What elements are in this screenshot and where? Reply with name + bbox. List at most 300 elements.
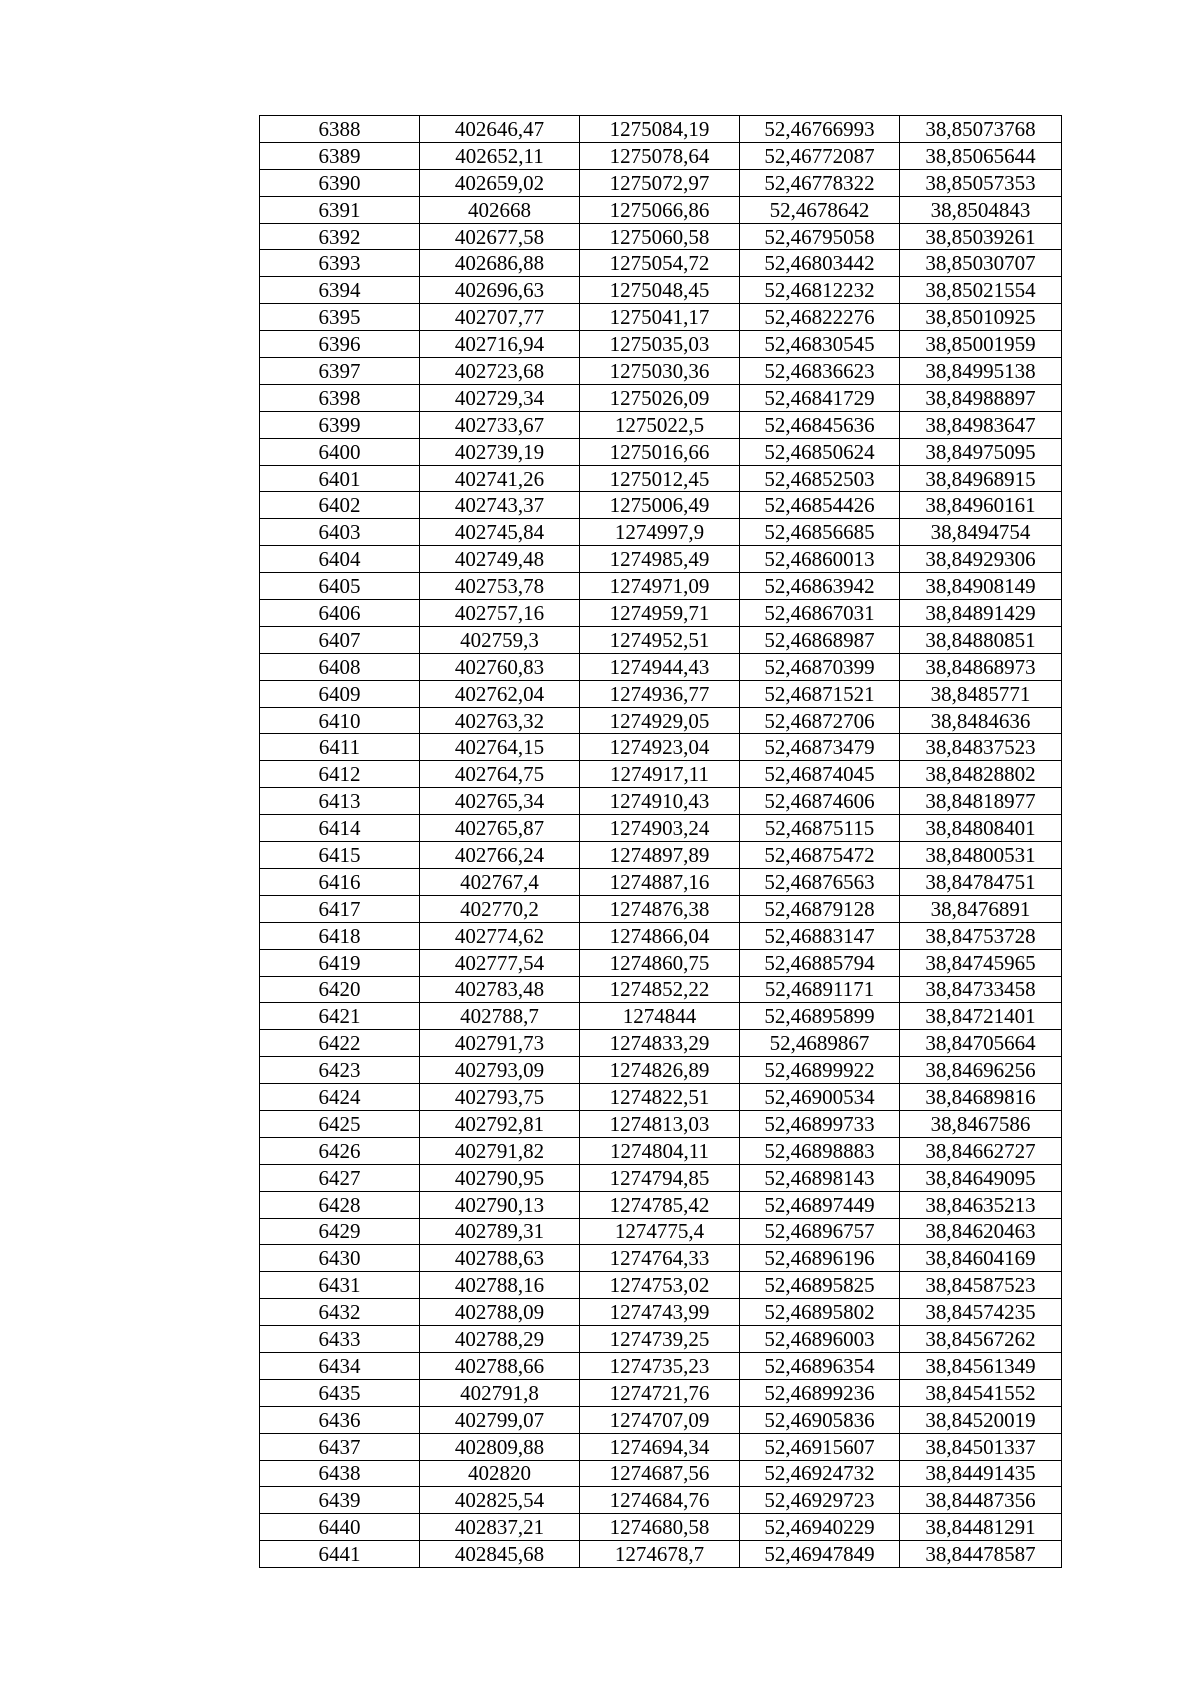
latitude-cell: 52,46895825 — [740, 1272, 900, 1299]
longitude-cell: 38,84491435 — [900, 1460, 1062, 1487]
latitude-cell: 52,46915607 — [740, 1433, 900, 1460]
longitude-cell: 38,84696256 — [900, 1057, 1062, 1084]
table-row — [260, 868, 1062, 895]
table-row — [260, 949, 1062, 976]
latitude-cell: 52,46873479 — [740, 734, 900, 761]
y-coordinate-cell: 1275066,86 — [580, 196, 740, 223]
y-coordinate-cell: 1274822,51 — [580, 1084, 740, 1111]
longitude-cell: 38,84620463 — [900, 1218, 1062, 1245]
latitude-cell: 52,46891171 — [740, 976, 900, 1003]
point-number-cell: 6392 — [260, 223, 420, 250]
latitude-cell: 52,46900534 — [740, 1084, 900, 1111]
latitude-cell: 52,46874606 — [740, 788, 900, 815]
latitude-cell: 52,46852503 — [740, 465, 900, 492]
y-coordinate-cell: 1274804,11 — [580, 1137, 740, 1164]
x-coordinate-cell: 402745,84 — [420, 519, 580, 546]
x-coordinate-cell: 402793,09 — [420, 1057, 580, 1084]
table-row — [260, 734, 1062, 761]
table-row — [260, 1218, 1062, 1245]
longitude-cell: 38,84968915 — [900, 465, 1062, 492]
latitude-cell: 52,46875115 — [740, 815, 900, 842]
longitude-cell: 38,84721401 — [900, 1003, 1062, 1030]
longitude-cell: 38,8467586 — [900, 1110, 1062, 1137]
longitude-cell: 38,85001959 — [900, 331, 1062, 358]
point-number-cell: 6406 — [260, 600, 420, 627]
y-coordinate-cell: 1275035,03 — [580, 331, 740, 358]
point-number-cell: 6434 — [260, 1352, 420, 1379]
y-coordinate-cell: 1275084,19 — [580, 116, 740, 143]
table-row — [260, 680, 1062, 707]
table-row — [260, 1326, 1062, 1353]
x-coordinate-cell: 402759,3 — [420, 626, 580, 653]
y-coordinate-cell: 1274917,11 — [580, 761, 740, 788]
point-number-cell: 6419 — [260, 949, 420, 976]
point-number-cell: 6408 — [260, 653, 420, 680]
x-coordinate-cell: 402760,83 — [420, 653, 580, 680]
point-number-cell: 6397 — [260, 358, 420, 385]
longitude-cell: 38,84975095 — [900, 438, 1062, 465]
x-coordinate-cell: 402791,82 — [420, 1137, 580, 1164]
y-coordinate-cell: 1274684,76 — [580, 1487, 740, 1514]
y-coordinate-cell: 1274743,99 — [580, 1299, 740, 1326]
x-coordinate-cell: 402792,81 — [420, 1110, 580, 1137]
table-row — [260, 304, 1062, 331]
longitude-cell: 38,84929306 — [900, 546, 1062, 573]
x-coordinate-cell: 402716,94 — [420, 331, 580, 358]
table-row — [260, 384, 1062, 411]
point-number-cell: 6439 — [260, 1487, 420, 1514]
y-coordinate-cell: 1274833,29 — [580, 1030, 740, 1057]
table-row — [260, 1299, 1062, 1326]
table-row — [260, 815, 1062, 842]
table-row — [260, 1164, 1062, 1191]
point-number-cell: 6410 — [260, 707, 420, 734]
latitude-cell: 52,46899236 — [740, 1379, 900, 1406]
longitude-cell: 38,84983647 — [900, 411, 1062, 438]
y-coordinate-cell: 1274910,43 — [580, 788, 740, 815]
longitude-cell: 38,85057353 — [900, 169, 1062, 196]
table-row — [260, 142, 1062, 169]
table-row — [260, 600, 1062, 627]
y-coordinate-cell: 1274813,03 — [580, 1110, 740, 1137]
longitude-cell: 38,85010925 — [900, 304, 1062, 331]
x-coordinate-cell: 402767,4 — [420, 868, 580, 895]
table-row — [260, 1487, 1062, 1514]
latitude-cell: 52,4689867 — [740, 1030, 900, 1057]
longitude-cell: 38,85030707 — [900, 250, 1062, 277]
x-coordinate-cell: 402825,54 — [420, 1487, 580, 1514]
point-number-cell: 6411 — [260, 734, 420, 761]
table-row — [260, 653, 1062, 680]
point-number-cell: 6435 — [260, 1379, 420, 1406]
x-coordinate-cell: 402788,66 — [420, 1352, 580, 1379]
table-row — [260, 1379, 1062, 1406]
table-row — [260, 250, 1062, 277]
point-number-cell: 6391 — [260, 196, 420, 223]
x-coordinate-cell: 402777,54 — [420, 949, 580, 976]
x-coordinate-cell: 402741,26 — [420, 465, 580, 492]
y-coordinate-cell: 1274959,71 — [580, 600, 740, 627]
latitude-cell: 52,46836623 — [740, 358, 900, 385]
x-coordinate-cell: 402791,8 — [420, 1379, 580, 1406]
longitude-cell: 38,84837523 — [900, 734, 1062, 761]
y-coordinate-cell: 1275016,66 — [580, 438, 740, 465]
x-coordinate-cell: 402788,63 — [420, 1245, 580, 1272]
y-coordinate-cell: 1275078,64 — [580, 142, 740, 169]
longitude-cell: 38,84487356 — [900, 1487, 1062, 1514]
latitude-cell: 52,46883147 — [740, 922, 900, 949]
point-number-cell: 6388 — [260, 116, 420, 143]
table-row — [260, 1352, 1062, 1379]
latitude-cell: 52,46896354 — [740, 1352, 900, 1379]
y-coordinate-cell: 1275006,49 — [580, 492, 740, 519]
point-number-cell: 6417 — [260, 895, 420, 922]
x-coordinate-cell: 402774,62 — [420, 922, 580, 949]
y-coordinate-cell: 1274952,51 — [580, 626, 740, 653]
x-coordinate-cell: 402809,88 — [420, 1433, 580, 1460]
longitude-cell: 38,8485771 — [900, 680, 1062, 707]
y-coordinate-cell: 1274876,38 — [580, 895, 740, 922]
latitude-cell: 52,46872706 — [740, 707, 900, 734]
point-number-cell: 6403 — [260, 519, 420, 546]
x-coordinate-cell: 402739,19 — [420, 438, 580, 465]
x-coordinate-cell: 402696,63 — [420, 277, 580, 304]
y-coordinate-cell: 1274764,33 — [580, 1245, 740, 1272]
latitude-cell: 52,46929723 — [740, 1487, 900, 1514]
longitude-cell: 38,84733458 — [900, 976, 1062, 1003]
point-number-cell: 6432 — [260, 1299, 420, 1326]
point-number-cell: 6393 — [260, 250, 420, 277]
latitude-cell: 52,46876563 — [740, 868, 900, 895]
point-number-cell: 6436 — [260, 1406, 420, 1433]
point-number-cell: 6395 — [260, 304, 420, 331]
table-row — [260, 1137, 1062, 1164]
y-coordinate-cell: 1274903,24 — [580, 815, 740, 842]
y-coordinate-cell: 1274707,09 — [580, 1406, 740, 1433]
y-coordinate-cell: 1274936,77 — [580, 680, 740, 707]
x-coordinate-cell: 402668 — [420, 196, 580, 223]
longitude-cell: 38,84574235 — [900, 1299, 1062, 1326]
x-coordinate-cell: 402749,48 — [420, 546, 580, 573]
longitude-cell: 38,85039261 — [900, 223, 1062, 250]
table-row — [260, 438, 1062, 465]
table-row — [260, 331, 1062, 358]
table-row — [260, 1514, 1062, 1541]
point-number-cell: 6396 — [260, 331, 420, 358]
y-coordinate-cell: 1275060,58 — [580, 223, 740, 250]
x-coordinate-cell: 402753,78 — [420, 573, 580, 600]
y-coordinate-cell: 1275030,36 — [580, 358, 740, 385]
table-row — [260, 707, 1062, 734]
latitude-cell: 52,46856685 — [740, 519, 900, 546]
latitude-cell: 52,46863942 — [740, 573, 900, 600]
y-coordinate-cell: 1274694,34 — [580, 1433, 740, 1460]
x-coordinate-cell: 402790,13 — [420, 1191, 580, 1218]
latitude-cell: 52,46867031 — [740, 600, 900, 627]
point-number-cell: 6420 — [260, 976, 420, 1003]
x-coordinate-cell: 402789,31 — [420, 1218, 580, 1245]
table-row — [260, 519, 1062, 546]
point-number-cell: 6427 — [260, 1164, 420, 1191]
x-coordinate-cell: 402646,47 — [420, 116, 580, 143]
point-number-cell: 6414 — [260, 815, 420, 842]
x-coordinate-cell: 402763,32 — [420, 707, 580, 734]
latitude-cell: 52,46854426 — [740, 492, 900, 519]
table-row — [260, 922, 1062, 949]
longitude-cell: 38,84818977 — [900, 788, 1062, 815]
latitude-cell: 52,46875472 — [740, 842, 900, 869]
longitude-cell: 38,84908149 — [900, 573, 1062, 600]
latitude-cell: 52,46897449 — [740, 1191, 900, 1218]
table-row — [260, 1272, 1062, 1299]
x-coordinate-cell: 402783,48 — [420, 976, 580, 1003]
y-coordinate-cell: 1275026,09 — [580, 384, 740, 411]
point-number-cell: 6424 — [260, 1084, 420, 1111]
table-row — [260, 1084, 1062, 1111]
y-coordinate-cell: 1274997,9 — [580, 519, 740, 546]
table-row — [260, 465, 1062, 492]
longitude-cell: 38,8484636 — [900, 707, 1062, 734]
longitude-cell: 38,84649095 — [900, 1164, 1062, 1191]
latitude-cell: 52,46898883 — [740, 1137, 900, 1164]
longitude-cell: 38,84662727 — [900, 1137, 1062, 1164]
table-row — [260, 1433, 1062, 1460]
table-row — [260, 573, 1062, 600]
y-coordinate-cell: 1275022,5 — [580, 411, 740, 438]
y-coordinate-cell: 1274775,4 — [580, 1218, 740, 1245]
latitude-cell: 52,46845636 — [740, 411, 900, 438]
longitude-cell: 38,84745965 — [900, 949, 1062, 976]
longitude-cell: 38,84481291 — [900, 1514, 1062, 1541]
point-number-cell: 6433 — [260, 1326, 420, 1353]
point-number-cell: 6398 — [260, 384, 420, 411]
latitude-cell: 52,46905836 — [740, 1406, 900, 1433]
table-row — [260, 1245, 1062, 1272]
y-coordinate-cell: 1274887,16 — [580, 868, 740, 895]
latitude-cell: 52,46772087 — [740, 142, 900, 169]
table-row — [260, 411, 1062, 438]
longitude-cell: 38,84520019 — [900, 1406, 1062, 1433]
longitude-cell: 38,85065644 — [900, 142, 1062, 169]
y-coordinate-cell: 1274844 — [580, 1003, 740, 1030]
y-coordinate-cell: 1275041,17 — [580, 304, 740, 331]
latitude-cell: 52,46899733 — [740, 1110, 900, 1137]
y-coordinate-cell: 1274860,75 — [580, 949, 740, 976]
table-row — [260, 1003, 1062, 1030]
longitude-cell: 38,84808401 — [900, 815, 1062, 842]
y-coordinate-cell: 1274678,7 — [580, 1541, 740, 1568]
point-number-cell: 6418 — [260, 922, 420, 949]
point-number-cell: 6402 — [260, 492, 420, 519]
table-row — [260, 546, 1062, 573]
longitude-cell: 38,84705664 — [900, 1030, 1062, 1057]
point-number-cell: 6404 — [260, 546, 420, 573]
point-number-cell: 6389 — [260, 142, 420, 169]
point-number-cell: 6426 — [260, 1137, 420, 1164]
x-coordinate-cell: 402837,21 — [420, 1514, 580, 1541]
y-coordinate-cell: 1274897,89 — [580, 842, 740, 869]
y-coordinate-cell: 1274826,89 — [580, 1057, 740, 1084]
latitude-cell: 52,46885794 — [740, 949, 900, 976]
longitude-cell: 38,84478587 — [900, 1541, 1062, 1568]
point-number-cell: 6421 — [260, 1003, 420, 1030]
latitude-cell: 52,46879128 — [740, 895, 900, 922]
longitude-cell: 38,84800531 — [900, 842, 1062, 869]
latitude-cell: 52,46895899 — [740, 1003, 900, 1030]
x-coordinate-cell: 402788,09 — [420, 1299, 580, 1326]
longitude-cell: 38,84604169 — [900, 1245, 1062, 1272]
x-coordinate-cell: 402820 — [420, 1460, 580, 1487]
latitude-cell: 52,46868987 — [740, 626, 900, 653]
x-coordinate-cell: 402707,77 — [420, 304, 580, 331]
x-coordinate-cell: 402764,15 — [420, 734, 580, 761]
latitude-cell: 52,4678642 — [740, 196, 900, 223]
point-number-cell: 6422 — [260, 1030, 420, 1057]
point-number-cell: 6405 — [260, 573, 420, 600]
latitude-cell: 52,46896196 — [740, 1245, 900, 1272]
y-coordinate-cell: 1274735,23 — [580, 1352, 740, 1379]
longitude-cell: 38,84828802 — [900, 761, 1062, 788]
point-number-cell: 6390 — [260, 169, 420, 196]
longitude-cell: 38,84753728 — [900, 922, 1062, 949]
y-coordinate-cell: 1274944,43 — [580, 653, 740, 680]
latitude-cell: 52,46766993 — [740, 116, 900, 143]
y-coordinate-cell: 1275048,45 — [580, 277, 740, 304]
point-number-cell: 6438 — [260, 1460, 420, 1487]
point-number-cell: 6407 — [260, 626, 420, 653]
table-row — [260, 277, 1062, 304]
latitude-cell: 52,46803442 — [740, 250, 900, 277]
point-number-cell: 6425 — [260, 1110, 420, 1137]
y-coordinate-cell: 1274923,04 — [580, 734, 740, 761]
longitude-cell: 38,84880851 — [900, 626, 1062, 653]
x-coordinate-cell: 402799,07 — [420, 1406, 580, 1433]
table-row — [260, 1030, 1062, 1057]
longitude-cell: 38,84567262 — [900, 1326, 1062, 1353]
x-coordinate-cell: 402652,11 — [420, 142, 580, 169]
table-row — [260, 223, 1062, 250]
latitude-cell: 52,46822276 — [740, 304, 900, 331]
table-row — [260, 626, 1062, 653]
y-coordinate-cell: 1274985,49 — [580, 546, 740, 573]
table-row — [260, 1460, 1062, 1487]
latitude-cell: 52,46830545 — [740, 331, 900, 358]
y-coordinate-cell: 1274971,09 — [580, 573, 740, 600]
x-coordinate-cell: 402733,67 — [420, 411, 580, 438]
point-number-cell: 6394 — [260, 277, 420, 304]
longitude-cell: 38,8504843 — [900, 196, 1062, 223]
table-row — [260, 1110, 1062, 1137]
y-coordinate-cell: 1275054,72 — [580, 250, 740, 277]
latitude-cell: 52,46778322 — [740, 169, 900, 196]
x-coordinate-cell: 402729,34 — [420, 384, 580, 411]
point-number-cell: 6416 — [260, 868, 420, 895]
x-coordinate-cell: 402788,7 — [420, 1003, 580, 1030]
point-number-cell: 6428 — [260, 1191, 420, 1218]
latitude-cell: 52,46850624 — [740, 438, 900, 465]
table-row — [260, 895, 1062, 922]
x-coordinate-cell: 402765,34 — [420, 788, 580, 815]
x-coordinate-cell: 402765,87 — [420, 815, 580, 842]
table-row — [260, 492, 1062, 519]
y-coordinate-cell: 1274739,25 — [580, 1326, 740, 1353]
y-coordinate-cell: 1274852,22 — [580, 976, 740, 1003]
table-row — [260, 788, 1062, 815]
x-coordinate-cell: 402770,2 — [420, 895, 580, 922]
longitude-cell: 38,8476891 — [900, 895, 1062, 922]
table-row — [260, 358, 1062, 385]
coordinates-table — [259, 115, 1062, 1568]
longitude-cell: 38,84891429 — [900, 600, 1062, 627]
y-coordinate-cell: 1274929,05 — [580, 707, 740, 734]
table-row — [260, 976, 1062, 1003]
y-coordinate-cell: 1274687,56 — [580, 1460, 740, 1487]
x-coordinate-cell: 402757,16 — [420, 600, 580, 627]
point-number-cell: 6423 — [260, 1057, 420, 1084]
point-number-cell: 6399 — [260, 411, 420, 438]
x-coordinate-cell: 402766,24 — [420, 842, 580, 869]
point-number-cell: 6413 — [260, 788, 420, 815]
point-number-cell: 6430 — [260, 1245, 420, 1272]
table-row — [260, 169, 1062, 196]
longitude-cell: 38,84541552 — [900, 1379, 1062, 1406]
point-number-cell: 6441 — [260, 1541, 420, 1568]
longitude-cell: 38,84561349 — [900, 1352, 1062, 1379]
point-number-cell: 6401 — [260, 465, 420, 492]
longitude-cell: 38,8494754 — [900, 519, 1062, 546]
table-row — [260, 116, 1062, 143]
x-coordinate-cell: 402659,02 — [420, 169, 580, 196]
point-number-cell: 6437 — [260, 1433, 420, 1460]
coordinates-table-body — [260, 116, 1062, 1568]
latitude-cell: 52,46874045 — [740, 761, 900, 788]
x-coordinate-cell: 402743,37 — [420, 492, 580, 519]
point-number-cell: 6412 — [260, 761, 420, 788]
y-coordinate-cell: 1274680,58 — [580, 1514, 740, 1541]
table-row — [260, 1057, 1062, 1084]
x-coordinate-cell: 402845,68 — [420, 1541, 580, 1568]
y-coordinate-cell: 1274785,42 — [580, 1191, 740, 1218]
point-number-cell: 6431 — [260, 1272, 420, 1299]
y-coordinate-cell: 1275072,97 — [580, 169, 740, 196]
latitude-cell: 52,46896003 — [740, 1326, 900, 1353]
longitude-cell: 38,84587523 — [900, 1272, 1062, 1299]
longitude-cell: 38,84501337 — [900, 1433, 1062, 1460]
x-coordinate-cell: 402790,95 — [420, 1164, 580, 1191]
point-number-cell: 6415 — [260, 842, 420, 869]
point-number-cell: 6429 — [260, 1218, 420, 1245]
y-coordinate-cell: 1274721,76 — [580, 1379, 740, 1406]
y-coordinate-cell: 1274866,04 — [580, 922, 740, 949]
latitude-cell: 52,46940229 — [740, 1514, 900, 1541]
longitude-cell: 38,84689816 — [900, 1084, 1062, 1111]
point-number-cell: 6440 — [260, 1514, 420, 1541]
longitude-cell: 38,84784751 — [900, 868, 1062, 895]
x-coordinate-cell: 402677,58 — [420, 223, 580, 250]
longitude-cell: 38,84635213 — [900, 1191, 1062, 1218]
x-coordinate-cell: 402791,73 — [420, 1030, 580, 1057]
latitude-cell: 52,46871521 — [740, 680, 900, 707]
latitude-cell: 52,46898143 — [740, 1164, 900, 1191]
latitude-cell: 52,46870399 — [740, 653, 900, 680]
latitude-cell: 52,46895802 — [740, 1299, 900, 1326]
x-coordinate-cell: 402686,88 — [420, 250, 580, 277]
table-row — [260, 761, 1062, 788]
table-row — [260, 1191, 1062, 1218]
table-row — [260, 1406, 1062, 1433]
x-coordinate-cell: 402793,75 — [420, 1084, 580, 1111]
longitude-cell: 38,84995138 — [900, 358, 1062, 385]
